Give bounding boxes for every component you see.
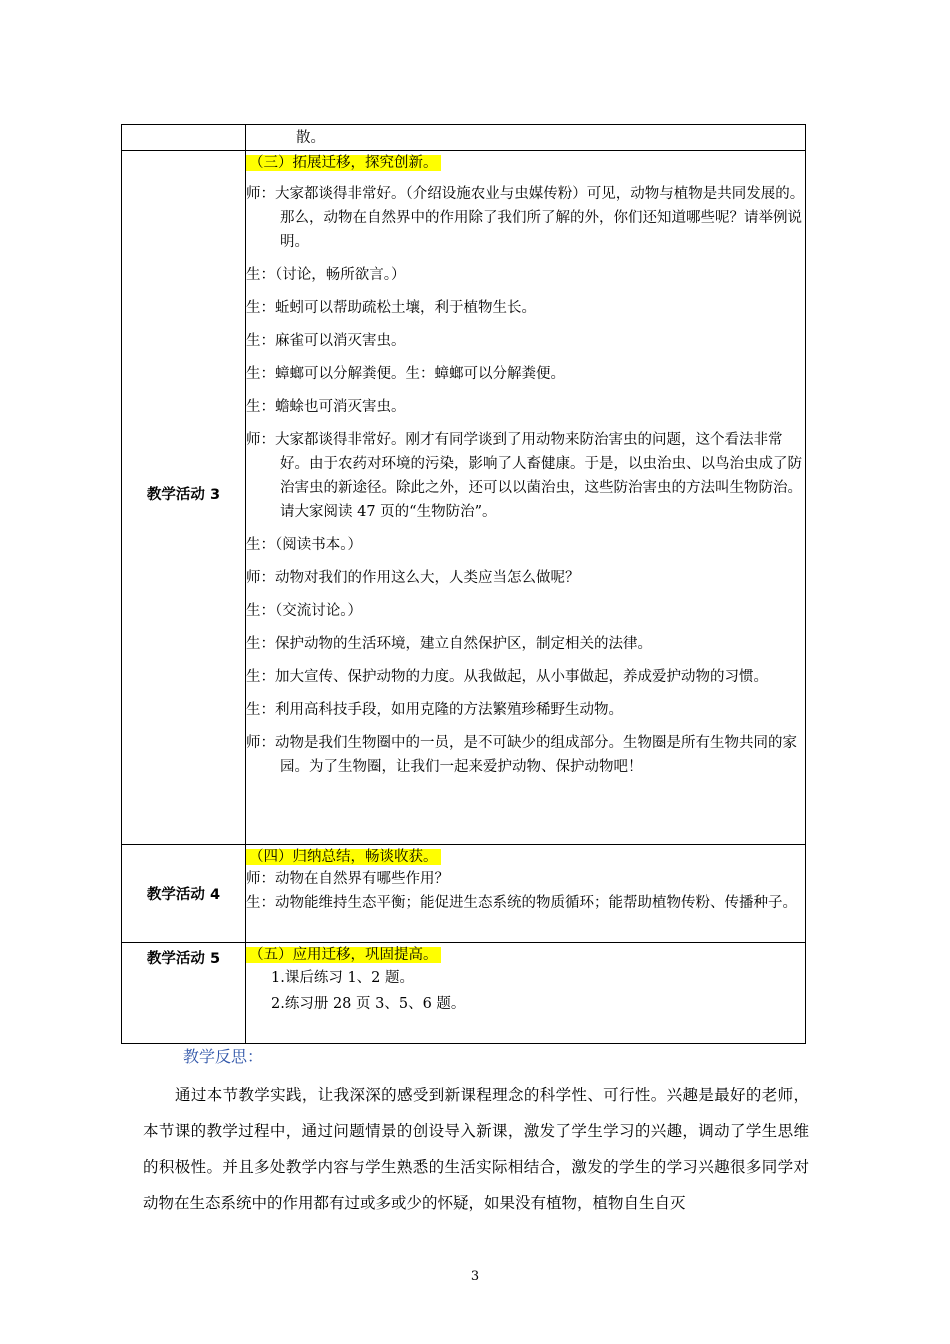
dialogue-line: 生：麻雀可以消灭害虫。 bbox=[246, 333, 406, 349]
list-item: 2.练习册 28 页 3、5、6 题。 bbox=[271, 996, 466, 1012]
row-label-activity-5: 教学活动 5 bbox=[122, 943, 246, 1044]
row-content-activity-5 bbox=[246, 943, 806, 1044]
dialogue-line: 生：利用高科技手段，如用克隆的方法繁殖珍稀野生动物。 bbox=[246, 702, 623, 718]
dialogue-line: 师：动物是我们生物圈中的一员，是不可缺少的组成部分。生物圈是所有生物共同的家园。为了生物圈，让我们一起来爱护动物、保护动物吧！ bbox=[246, 735, 797, 775]
row-label-activity-4: 教学活动 4 bbox=[122, 845, 246, 943]
dialogue-line: 生：（交流讨论。） bbox=[246, 603, 362, 619]
reflection-body: 通过本节教学实践，让我深深的感受到新课程理念的科学性、可行性。兴趣是最好的老师，本节课的教学过程中，通过问题情景的创设导入新课，激发了学生学习的兴趣，调动了学生思维的积极性。并且多处教学内容与学生熟悉的生活实际相结合，激发的学生的学习兴趣很多同学对动物在生态系统中的作用都有过或多或少的怀疑，如果没有植物，植物自生自灭 bbox=[143, 1086, 809, 1212]
dialogue-line: 生：动物能维持生态平衡；能促进生态系统的物质循环；能帮助植物传粉、传播种子。 bbox=[246, 895, 797, 911]
dialogue-line: 师：动物在自然界有哪些作用？ bbox=[246, 871, 449, 887]
table-row bbox=[122, 845, 806, 943]
dialogue-line: 生：保护动物的生活环境，建立自然保护区，制定相关的法律。 bbox=[246, 636, 652, 652]
section-heading: （三）拓展迁移，探究创新。 bbox=[246, 153, 805, 173]
list-item: 1.课后练习 1、2 题。 bbox=[271, 970, 415, 986]
dialogue-line: 生：加大宣传、保护动物的力度。从我做起，从小事做起，养成爱护动物的习惯。 bbox=[246, 669, 768, 685]
continued-text: 散。 bbox=[296, 130, 325, 146]
table-row bbox=[122, 943, 806, 1044]
dialogue-line: 生：蟾蜍也可消灭害虫。 bbox=[246, 399, 406, 415]
row-label-activity-3: 教学活动 3 bbox=[122, 151, 246, 845]
reflection-title: 教学反思： bbox=[183, 1047, 264, 1066]
dialogue-line: 师：大家都谈得非常好。（介绍设施农业与虫媒传粉）可见，动物与植物是共同发展的。那么，动物在自然界中的作用除了我们所了解的外，你们还知道哪些呢？请举例说明。 bbox=[246, 186, 805, 250]
page-number: 3 bbox=[470, 1269, 480, 1284]
dialogue-line: 师：大家都谈得非常好。刚才有同学谈到了用动物来防治害虫的问题，这个看法非常好。由于农药对环境的污染，影响了人畜健康。于是，以虫治虫、以鸟治虫成了防治害虫的新途径。除此之外，还可以以菌治虫，这些防治害虫的方法叫生物防治。请大家阅读 47 页的“生物防治”。 bbox=[246, 432, 802, 520]
row-content-activity-4 bbox=[246, 845, 806, 943]
row-content-activity-3 bbox=[246, 151, 806, 845]
dialogue-line: 师：动物对我们的作用这么大，人类应当怎么做呢？ bbox=[246, 570, 580, 586]
table-row bbox=[122, 151, 806, 845]
dialogue-line: 生：（讨论，畅所欲言。） bbox=[246, 267, 406, 283]
dialogue-line: 生：（阅读书本。） bbox=[246, 537, 362, 553]
dialogue-line: 生：蟑螂可以分解粪便。生：蟑螂可以分解粪便。 bbox=[246, 366, 565, 382]
dialogue-line: 生：蚯蚓可以帮助疏松土壤，利于植物生长。 bbox=[246, 300, 536, 316]
row-content bbox=[246, 125, 806, 151]
section-heading: （四）归纳总结，畅谈收获。 bbox=[246, 847, 805, 867]
table-row bbox=[122, 125, 806, 151]
row-label bbox=[122, 125, 246, 151]
section-heading: （五）应用迁移，巩固提高。 bbox=[246, 945, 805, 965]
exercise-list bbox=[246, 965, 805, 1017]
lesson-plan-table bbox=[121, 124, 806, 1044]
